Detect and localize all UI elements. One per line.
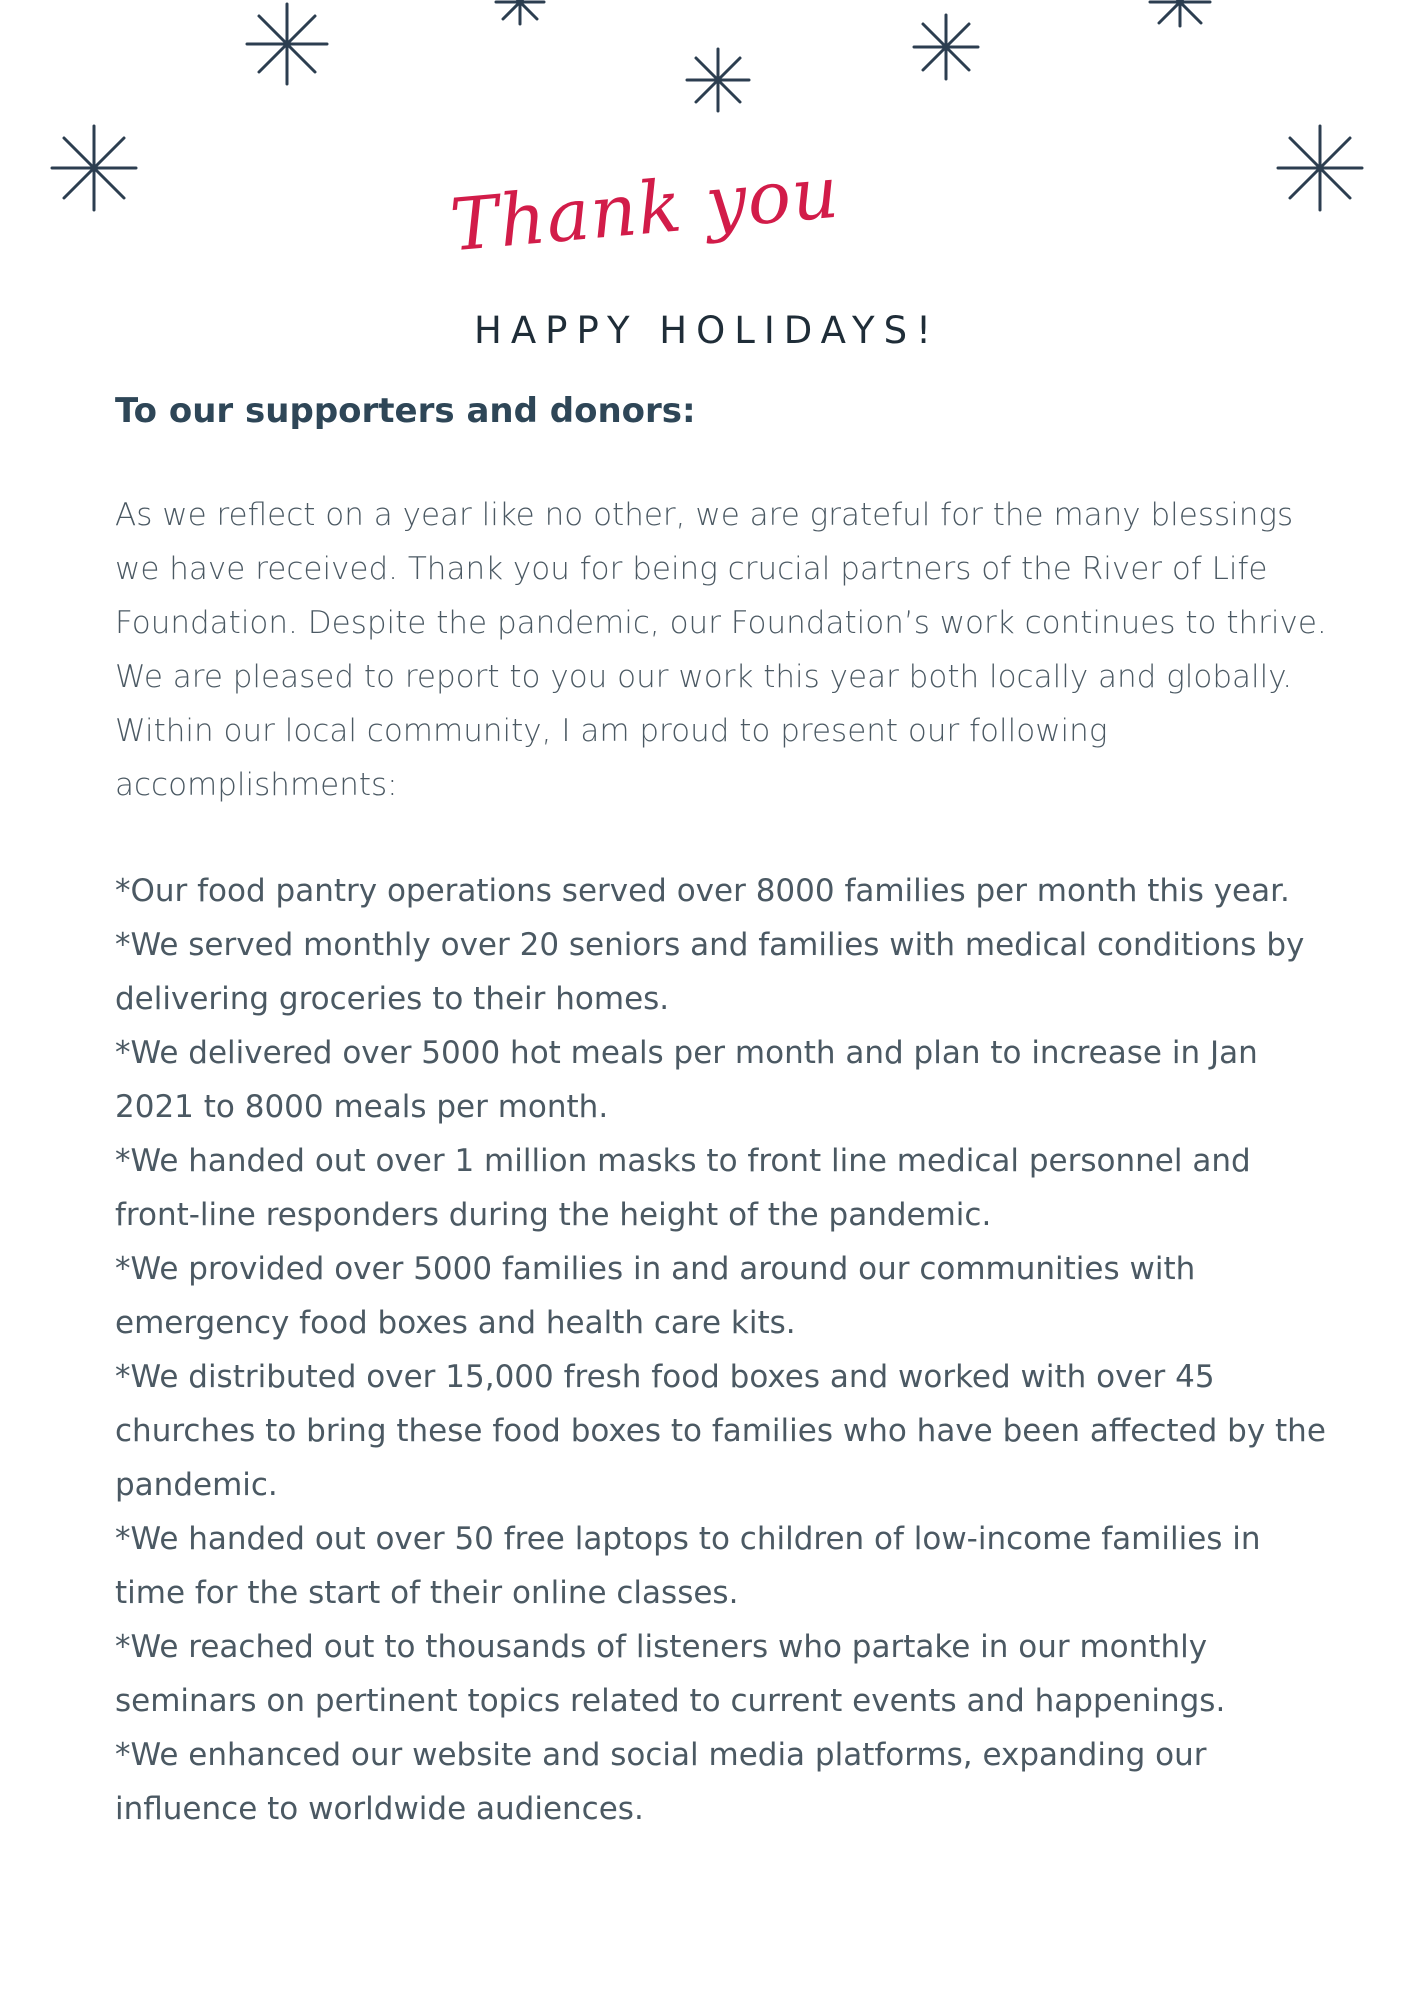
thank-you-script-title — [430, 135, 870, 285]
snowflake-star-icon — [1150, 0, 1210, 26]
snowflake-star-icon — [247, 4, 327, 84]
letter-intro-paragraph: As we reflect on a year like no other, we are grateful for the many blessings we have received. Thank you for being crucial partners of the River of Life Foundation. Despite the pandemic, our Foundation’s work continues to thrive. We are pleased to report to you our work this year both locally and globally. Within our local community, I am proud to present our following accomplishments: — [115, 497, 1327, 803]
happy-holidays-heading: HAPPY HOLIDAYS! — [474, 309, 940, 352]
accomplishment-item: *We served monthly over 20 seniors and families with medical conditions by delivering groceries to their homes. — [115, 927, 1305, 1017]
accomplishment-item: *We distributed over 15,000 fresh food boxes and worked with over 45 churches to bring these food boxes to families who have been affected by the pandemic. — [115, 1359, 1326, 1503]
accomplishment-item: *We delivered over 5000 hot meals per month and plan to increase in Jan 2021 to 8000 meals per month. — [115, 1035, 1258, 1125]
accomplishment-item: *Our food pantry operations served over 8000 families per month this year. — [115, 873, 1290, 909]
letter-greeting: To our supporters and donors: — [115, 391, 696, 431]
snowflake-star-icon — [1278, 126, 1362, 210]
accomplishment-item: *We handed out over 50 free laptops to children of low-income families in time for the start of their online classes. — [115, 1521, 1261, 1611]
snowflake-star-icon — [52, 126, 136, 210]
accomplishment-item: *We handed out over 1 million masks to front line medical personnel and front-line responders during the height of the pandemic. — [115, 1143, 1251, 1233]
snowflake-star-icon — [496, 0, 544, 24]
letter-content — [115, 386, 1330, 1836]
snowflake-star-icon — [914, 15, 978, 79]
thank-you-title-text: Thank you — [446, 149, 843, 268]
accomplishment-item: *We enhanced our website and social media platforms, expanding our influence to worldwide audiences. — [115, 1737, 1207, 1827]
snowflake-star-icon — [687, 49, 749, 111]
accomplishment-item: *We provided over 5000 families in and around our communities with emergency food boxes and health care kits. — [115, 1251, 1196, 1341]
accomplishments-list — [115, 864, 1330, 1836]
accomplishment-item: *We reached out to thousands of listeners who partake in our monthly seminars on pertinent topics related to current events and happenings. — [115, 1629, 1226, 1719]
